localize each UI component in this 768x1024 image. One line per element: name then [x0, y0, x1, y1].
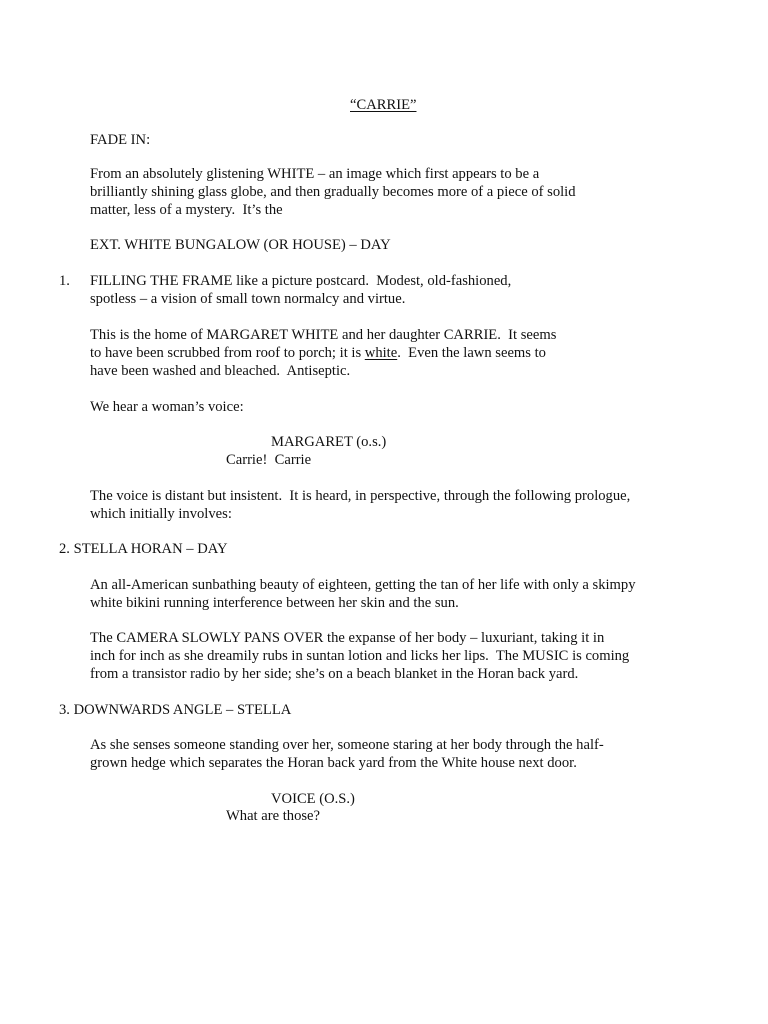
scene1-action-line: FILLING THE FRAME like a picture postcard. Modest, old-fashioned,	[90, 273, 512, 289]
text-run: . Even the lawn seems to	[397, 345, 546, 361]
scene1-para2-line	[90, 344, 546, 362]
scene2-para2-line: from a transistor radio by her side; she’s on a beach blanket in the Horan back yard.	[90, 666, 579, 682]
scene3-para1-line: As she senses someone standing over her, someone staring at her body through the half-	[90, 737, 604, 753]
scene1-para4-line: The voice is distant but insistent. It is heard, in perspective, through the following prologue,	[90, 488, 631, 504]
underlined-word: white	[364, 345, 398, 361]
scene3-para1-line: grown hedge which separates the Horan back yard from the White house next door.	[90, 755, 577, 771]
script-title: “CARRIE”	[350, 97, 417, 113]
opening-action-line: brilliantly shining glass globe, and then gradually becomes more of a piece of solid	[90, 184, 576, 200]
character-cue-margaret: MARGARET (o.s.)	[271, 434, 387, 450]
scene-heading-ext: EXT. WHITE BUNGALOW (OR HOUSE) – DAY	[90, 237, 391, 253]
scene2-para2-line: inch for inch as she dreamily rubs in suntan lotion and licks her lips. The MUSIC is coming	[90, 648, 630, 664]
scene1-para2-line: This is the home of MARGARET WHITE and her daughter CARRIE. It seems	[90, 327, 557, 343]
opening-action-line: matter, less of a mystery. It’s the	[90, 202, 283, 218]
scene1-para4-line: which initially involves:	[90, 506, 232, 522]
scene2-para2-line: The CAMERA SLOWLY PANS OVER the expanse of her body – luxuriant, taking it in	[90, 630, 605, 646]
voice-intro-line: We hear a woman’s voice:	[90, 399, 244, 415]
scene-heading-downwards-angle: 3. DOWNWARDS ANGLE – STELLA	[59, 702, 292, 718]
scene-heading-stella-horan: 2. STELLA HORAN – DAY	[59, 541, 228, 557]
text-run: to have been scrubbed from roof to porch; it is	[90, 345, 365, 361]
dialogue-voice: What are those?	[226, 808, 320, 824]
dialogue-margaret: Carrie! Carrie	[226, 452, 312, 468]
scene2-para1-line: An all-American sunbathing beauty of eighteen, getting the tan of her life with only a skimpy	[90, 577, 636, 593]
scene1-para2-line: have been washed and bleached. Antiseptic.	[90, 363, 351, 379]
fade-in-transition: FADE IN:	[90, 132, 151, 148]
scene1-action-line: spotless – a vision of small town normalcy and virtue.	[90, 291, 406, 307]
scene-number: 1.	[59, 273, 70, 289]
character-cue-voice: VOICE (O.S.)	[271, 791, 355, 807]
opening-action-line: From an absolutely glistening WHITE – an image which first appears to be a	[90, 166, 540, 182]
scene2-para1-line: white bikini running interference between her skin and the sun.	[90, 595, 459, 611]
